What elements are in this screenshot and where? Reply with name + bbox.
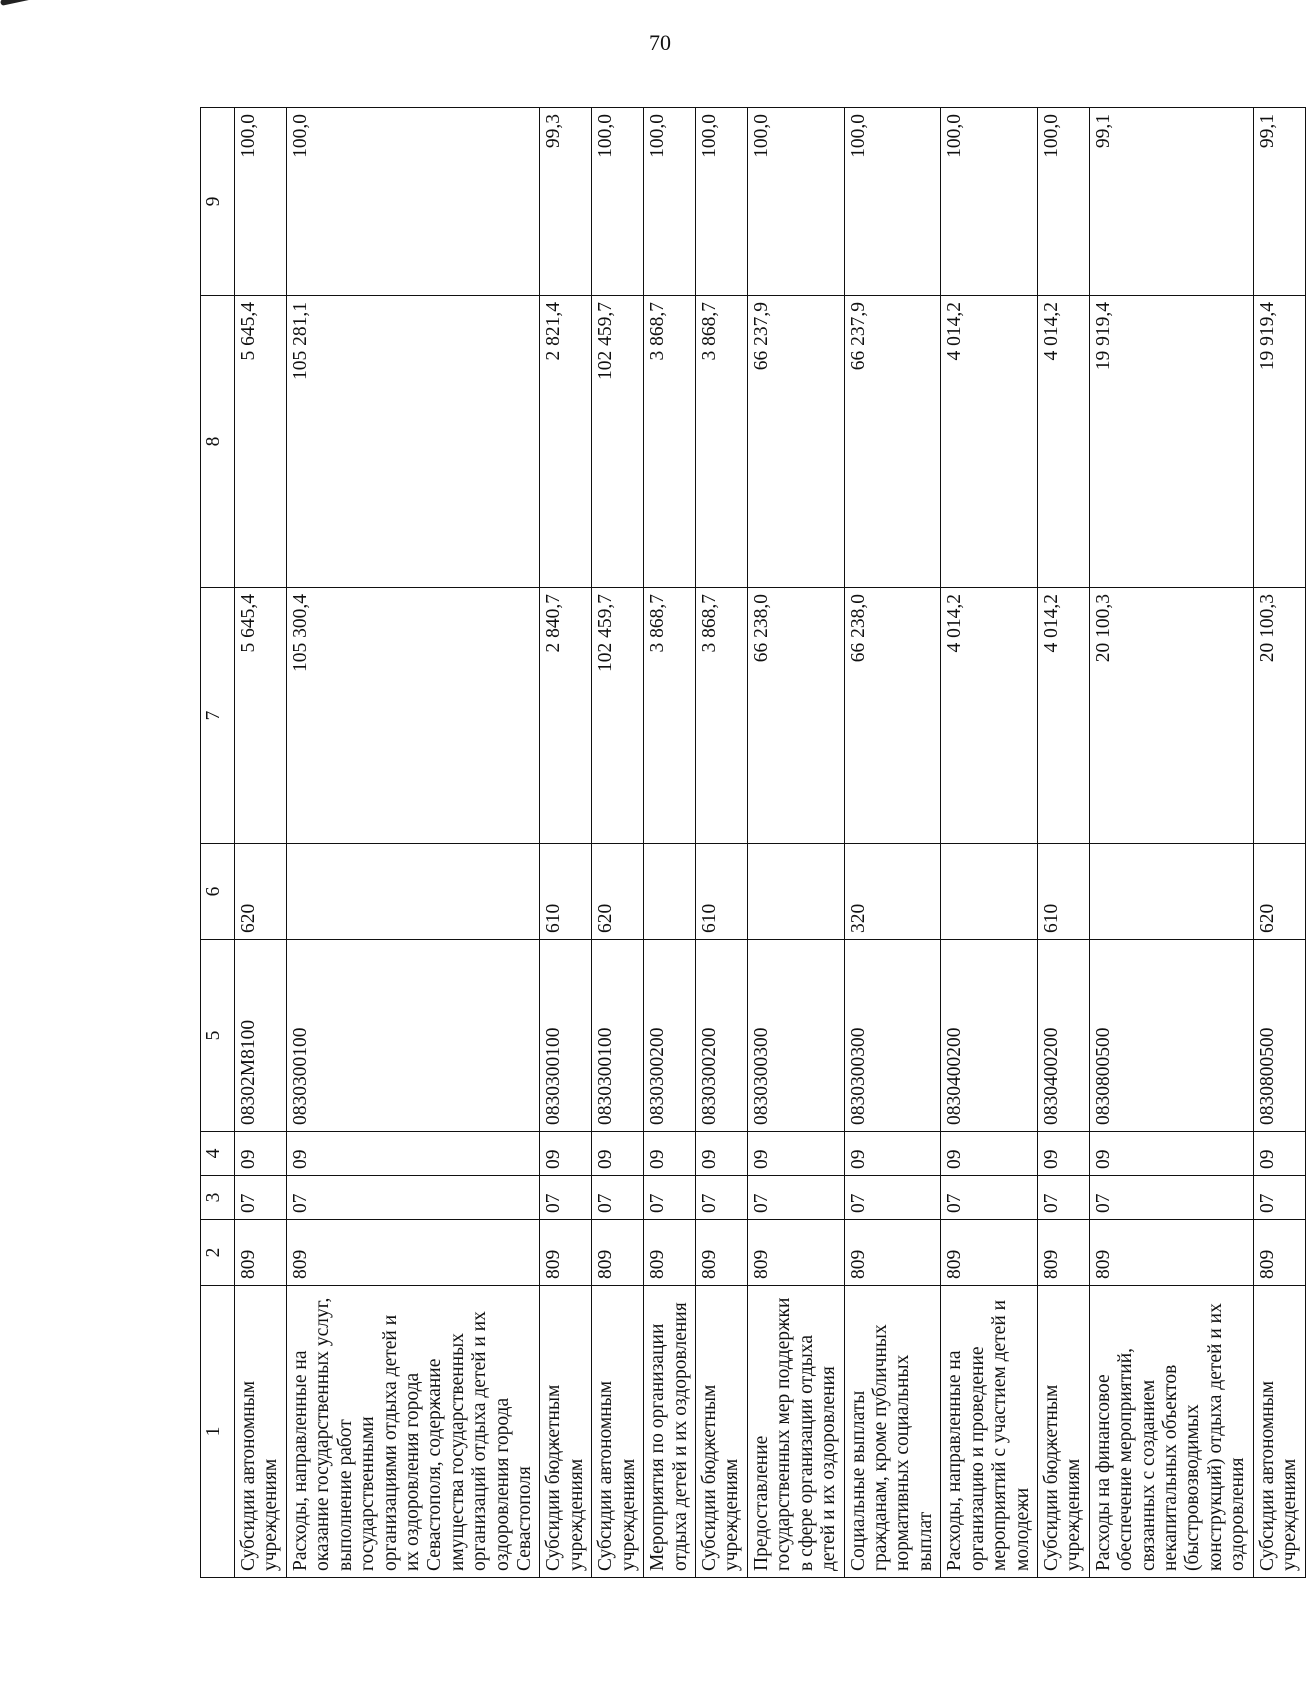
subsection-code-cell: 09 xyxy=(1253,1132,1305,1176)
expense-type-cell: 320 xyxy=(844,844,941,940)
table-row xyxy=(1253,108,1305,1578)
section-code-cell: 07 xyxy=(540,1176,592,1220)
expense-type-cell: 610 xyxy=(696,844,748,940)
target-article-cell: 0830300300 xyxy=(844,940,941,1132)
header-cell: 8 xyxy=(201,296,235,588)
execution-percent-cell: 100,0 xyxy=(286,108,540,296)
table-row xyxy=(592,108,644,1578)
section-code-cell: 07 xyxy=(696,1176,748,1220)
header-cell: 4 xyxy=(201,1132,235,1176)
header-cell: 6 xyxy=(201,844,235,940)
expense-name-cell: Предоставление государственных мер поддержки в сфере организации отдыха детей и их оздоровления xyxy=(747,1286,844,1578)
expense-name-cell: Субсидии бюджетным учреждениям xyxy=(1037,1286,1089,1578)
table-row xyxy=(1089,108,1253,1578)
target-article-cell: 0830300200 xyxy=(696,940,748,1132)
section-code-cell: 07 xyxy=(592,1176,644,1220)
planned-amount-cell: 3 868,7 xyxy=(696,588,748,844)
section-code-cell: 07 xyxy=(747,1176,844,1220)
target-article-cell: 08302M8100 xyxy=(235,940,287,1132)
execution-percent-cell: 100,0 xyxy=(696,108,748,296)
actual-amount-cell: 19 919,4 xyxy=(1089,296,1253,588)
planned-amount-cell: 102 459,7 xyxy=(592,588,644,844)
section-code-cell: 07 xyxy=(941,1176,1038,1220)
subsection-code-cell: 09 xyxy=(286,1132,540,1176)
expense-name-cell: Субсидии автономным учреждениям xyxy=(1253,1286,1305,1578)
execution-percent-cell: 100,0 xyxy=(644,108,696,296)
actual-amount-cell: 102 459,7 xyxy=(592,296,644,588)
table-row xyxy=(941,108,1038,1578)
section-code-cell: 07 xyxy=(1037,1176,1089,1220)
planned-amount-cell: 20 100,3 xyxy=(1089,588,1253,844)
planned-amount-cell: 3 868,7 xyxy=(644,588,696,844)
target-article-cell: 0830400200 xyxy=(1037,940,1089,1132)
table-row xyxy=(747,108,844,1578)
planned-amount-cell: 66 238,0 xyxy=(747,588,844,844)
actual-amount-cell: 4 014,2 xyxy=(1037,296,1089,588)
subsection-code-cell: 09 xyxy=(844,1132,941,1176)
subsection-code-cell: 09 xyxy=(644,1132,696,1176)
subsection-code-cell: 09 xyxy=(540,1132,592,1176)
actual-amount-cell: 66 237,9 xyxy=(844,296,941,588)
expense-name-cell: Субсидии автономным учреждениям xyxy=(235,1286,287,1578)
expense-type-cell xyxy=(941,844,1038,940)
expense-name-cell: Мероприятия по организации отдыха детей и их оздоровления xyxy=(644,1286,696,1578)
actual-amount-cell: 3 868,7 xyxy=(696,296,748,588)
expense-type-cell: 610 xyxy=(540,844,592,940)
execution-percent-cell: 100,0 xyxy=(592,108,644,296)
ministry-code-cell: 809 xyxy=(1037,1220,1089,1286)
planned-amount-cell: 4 014,2 xyxy=(941,588,1038,844)
expense-name-cell: Социальные выплаты гражданам, кроме публичных нормативных социальных выплат xyxy=(844,1286,941,1578)
subsection-code-cell: 09 xyxy=(592,1132,644,1176)
expense-type-cell: 620 xyxy=(592,844,644,940)
subsection-code-cell: 09 xyxy=(235,1132,287,1176)
execution-percent-cell: 100,0 xyxy=(941,108,1038,296)
expense-type-cell: 620 xyxy=(235,844,287,940)
ministry-code-cell: 809 xyxy=(592,1220,644,1286)
subsection-code-cell: 09 xyxy=(941,1132,1038,1176)
expense-type-cell xyxy=(286,844,540,940)
target-article-cell: 0830300200 xyxy=(644,940,696,1132)
ministry-code-cell: 809 xyxy=(644,1220,696,1286)
ministry-code-cell: 809 xyxy=(540,1220,592,1286)
expense-name-cell: Субсидии автономным учреждениям xyxy=(592,1286,644,1578)
section-code-cell: 07 xyxy=(844,1176,941,1220)
execution-percent-cell: 100,0 xyxy=(235,108,287,296)
actual-amount-cell: 105 281,1 xyxy=(286,296,540,588)
actual-amount-cell: 5 645,4 xyxy=(235,296,287,588)
table-header-row xyxy=(201,108,235,1578)
planned-amount-cell: 66 238,0 xyxy=(844,588,941,844)
header-cell: 2 xyxy=(201,1220,235,1286)
section-code-cell: 07 xyxy=(286,1176,540,1220)
table-row xyxy=(1037,108,1089,1578)
scan-artifact xyxy=(0,0,38,6)
subsection-code-cell: 09 xyxy=(696,1132,748,1176)
planned-amount-cell: 5 645,4 xyxy=(235,588,287,844)
execution-percent-cell: 99,3 xyxy=(540,108,592,296)
target-article-cell: 0830300100 xyxy=(286,940,540,1132)
ministry-code-cell: 809 xyxy=(235,1220,287,1286)
target-article-cell: 0830400200 xyxy=(941,940,1038,1132)
header-cell: 5 xyxy=(201,940,235,1132)
subsection-code-cell: 09 xyxy=(1089,1132,1253,1176)
section-code-cell: 07 xyxy=(1089,1176,1253,1220)
execution-percent-cell: 100,0 xyxy=(747,108,844,296)
table-row xyxy=(286,108,540,1578)
table-row xyxy=(235,108,287,1578)
execution-percent-cell: 99,1 xyxy=(1089,108,1253,296)
subsection-code-cell: 09 xyxy=(747,1132,844,1176)
ministry-code-cell: 809 xyxy=(1089,1220,1253,1286)
header-cell: 7 xyxy=(201,588,235,844)
actual-amount-cell: 4 014,2 xyxy=(941,296,1038,588)
target-article-cell: 0830800500 xyxy=(1253,940,1305,1132)
expense-name-cell: Субсидии бюджетным учреждениям xyxy=(540,1286,592,1578)
expense-type-cell: 610 xyxy=(1037,844,1089,940)
table-row xyxy=(644,108,696,1578)
actual-amount-cell: 19 919,4 xyxy=(1253,296,1305,588)
table-row xyxy=(696,108,748,1578)
budget-table xyxy=(200,107,1306,1578)
expense-type-cell xyxy=(644,844,696,940)
ministry-code-cell: 809 xyxy=(844,1220,941,1286)
planned-amount-cell: 105 300,4 xyxy=(286,588,540,844)
subsection-code-cell: 09 xyxy=(1037,1132,1089,1176)
table-row xyxy=(844,108,941,1578)
execution-percent-cell: 100,0 xyxy=(844,108,941,296)
expense-name-cell: Субсидии бюджетным учреждениям xyxy=(696,1286,748,1578)
planned-amount-cell: 4 014,2 xyxy=(1037,588,1089,844)
expense-type-cell xyxy=(1089,844,1253,940)
planned-amount-cell: 20 100,3 xyxy=(1253,588,1305,844)
table-row xyxy=(540,108,592,1578)
expense-name-cell: Расходы, направленные на организацию и проведение мероприятий с участием детей и молодежи xyxy=(941,1286,1038,1578)
actual-amount-cell: 2 821,4 xyxy=(540,296,592,588)
rotated-table-container xyxy=(200,108,1301,1578)
expense-type-cell: 620 xyxy=(1253,844,1305,940)
planned-amount-cell: 2 840,7 xyxy=(540,588,592,844)
ministry-code-cell: 809 xyxy=(286,1220,540,1286)
target-article-cell: 0830300300 xyxy=(747,940,844,1132)
section-code-cell: 07 xyxy=(1253,1176,1305,1220)
ministry-code-cell: 809 xyxy=(696,1220,748,1286)
execution-percent-cell: 100,0 xyxy=(1037,108,1089,296)
target-article-cell: 0830300100 xyxy=(540,940,592,1132)
header-cell: 3 xyxy=(201,1176,235,1220)
target-article-cell: 0830800500 xyxy=(1089,940,1253,1132)
page-number: 70 xyxy=(649,30,671,55)
ministry-code-cell: 809 xyxy=(747,1220,844,1286)
execution-percent-cell: 99,1 xyxy=(1253,108,1305,296)
target-article-cell: 0830300100 xyxy=(592,940,644,1132)
ministry-code-cell: 809 xyxy=(941,1220,1038,1286)
actual-amount-cell: 3 868,7 xyxy=(644,296,696,588)
expense-type-cell xyxy=(747,844,844,940)
header-cell: 9 xyxy=(201,108,235,296)
ministry-code-cell: 809 xyxy=(1253,1220,1305,1286)
actual-amount-cell: 66 237,9 xyxy=(747,296,844,588)
section-code-cell: 07 xyxy=(235,1176,287,1220)
expense-name-cell: Расходы, направленные на оказание государственных услуг, выполнение работ государственными организациями отдыха детей и их оздоровления города Севастополя, содержание имущества государственных организаций отдыха детей и их оздоровления города Севастополя xyxy=(286,1286,540,1578)
header-cell: 1 xyxy=(201,1286,235,1578)
section-code-cell: 07 xyxy=(644,1176,696,1220)
expense-name-cell: Расходы на финансовое обеспечение мероприятий, связанных с созданием некапитальных объектов (быстровозводимых конструкций) отдыха детей и их оздоровления xyxy=(1089,1286,1253,1578)
